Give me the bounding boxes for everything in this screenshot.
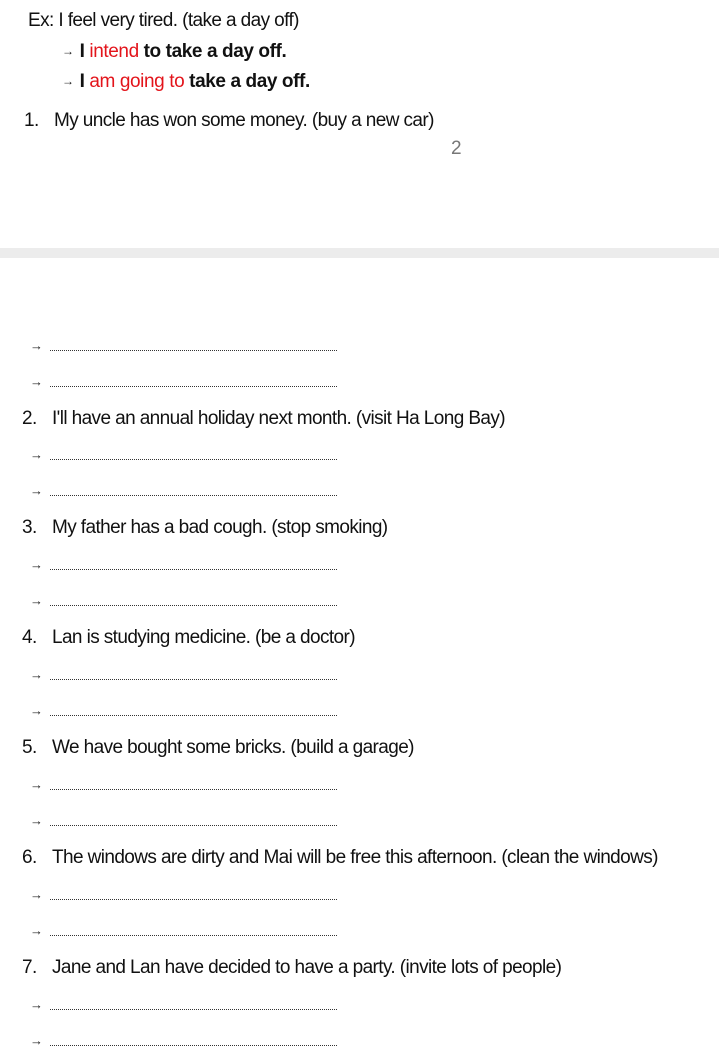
arrow-icon: → — [30, 338, 43, 353]
example-prompt: Ex: I feel very tired. (take a day off) — [28, 10, 299, 31]
arrow-icon: → — [62, 44, 74, 58]
question-text: Lan is studying medicine. (be a doctor) — [52, 627, 355, 648]
dotted-line — [50, 495, 337, 496]
question-4 — [22, 627, 355, 649]
arrow-icon: → — [30, 777, 43, 792]
question-text: We have bought some bricks. (build a garage) — [52, 737, 414, 758]
dotted-line — [50, 789, 337, 790]
arrow-icon: → — [30, 557, 43, 572]
question-number: 7. — [22, 957, 37, 978]
question-2 — [22, 408, 505, 430]
arrow-icon: → — [62, 74, 74, 88]
question-number: 6. — [22, 847, 37, 868]
arrow-icon: → — [30, 593, 43, 608]
question-3 — [22, 517, 388, 539]
question-number: 5. — [22, 737, 37, 758]
highlight-going-to: am going to — [89, 71, 185, 92]
page-number: 2 — [451, 138, 462, 159]
arrow-icon: → — [30, 447, 43, 462]
question-6 — [22, 847, 658, 869]
dotted-line — [50, 679, 337, 680]
arrow-icon: → — [30, 887, 43, 902]
question-7 — [22, 957, 561, 979]
page-gap — [0, 248, 719, 258]
arrow-icon: → — [30, 997, 43, 1012]
question-text: My father has a bad cough. (stop smoking) — [52, 517, 388, 538]
highlight-intend: intend — [89, 41, 139, 62]
question-number: 2. — [22, 408, 37, 429]
arrow-icon: → — [30, 923, 43, 938]
dotted-line — [50, 899, 337, 900]
example-line-intend: → I intend to take a day off. — [62, 41, 287, 62]
question-text: My uncle has won some money. (buy a new car) — [54, 110, 434, 131]
dotted-line — [50, 1045, 337, 1046]
question-1 — [24, 110, 434, 132]
dotted-line — [50, 825, 337, 826]
dotted-line — [50, 459, 337, 460]
arrow-icon: → — [30, 483, 43, 498]
dotted-line — [50, 350, 337, 351]
arrow-icon: → — [30, 1033, 43, 1048]
arrow-icon: → — [30, 703, 43, 718]
example-line-going-to: → I am going to take a day off. — [62, 71, 310, 92]
dotted-line — [50, 605, 337, 606]
question-number: 4. — [22, 627, 37, 648]
dotted-line — [50, 569, 337, 570]
arrow-icon: → — [30, 667, 43, 682]
arrow-icon: → — [30, 813, 43, 828]
dotted-line — [50, 386, 337, 387]
dotted-line — [50, 715, 337, 716]
page-bottom — [0, 258, 719, 1062]
question-text: The windows are dirty and Mai will be free this afternoon. (clean the windows) — [52, 847, 658, 868]
question-text: I'll have an annual holiday next month. (visit Ha Long Bay) — [52, 408, 506, 429]
question-5 — [22, 737, 414, 759]
question-number: 1. — [24, 110, 39, 131]
arrow-icon: → — [30, 374, 43, 389]
dotted-line — [50, 935, 337, 936]
question-text: Jane and Lan have decided to have a party. (invite lots of people) — [52, 957, 562, 978]
dotted-line — [50, 1009, 337, 1010]
question-number: 3. — [22, 517, 37, 538]
